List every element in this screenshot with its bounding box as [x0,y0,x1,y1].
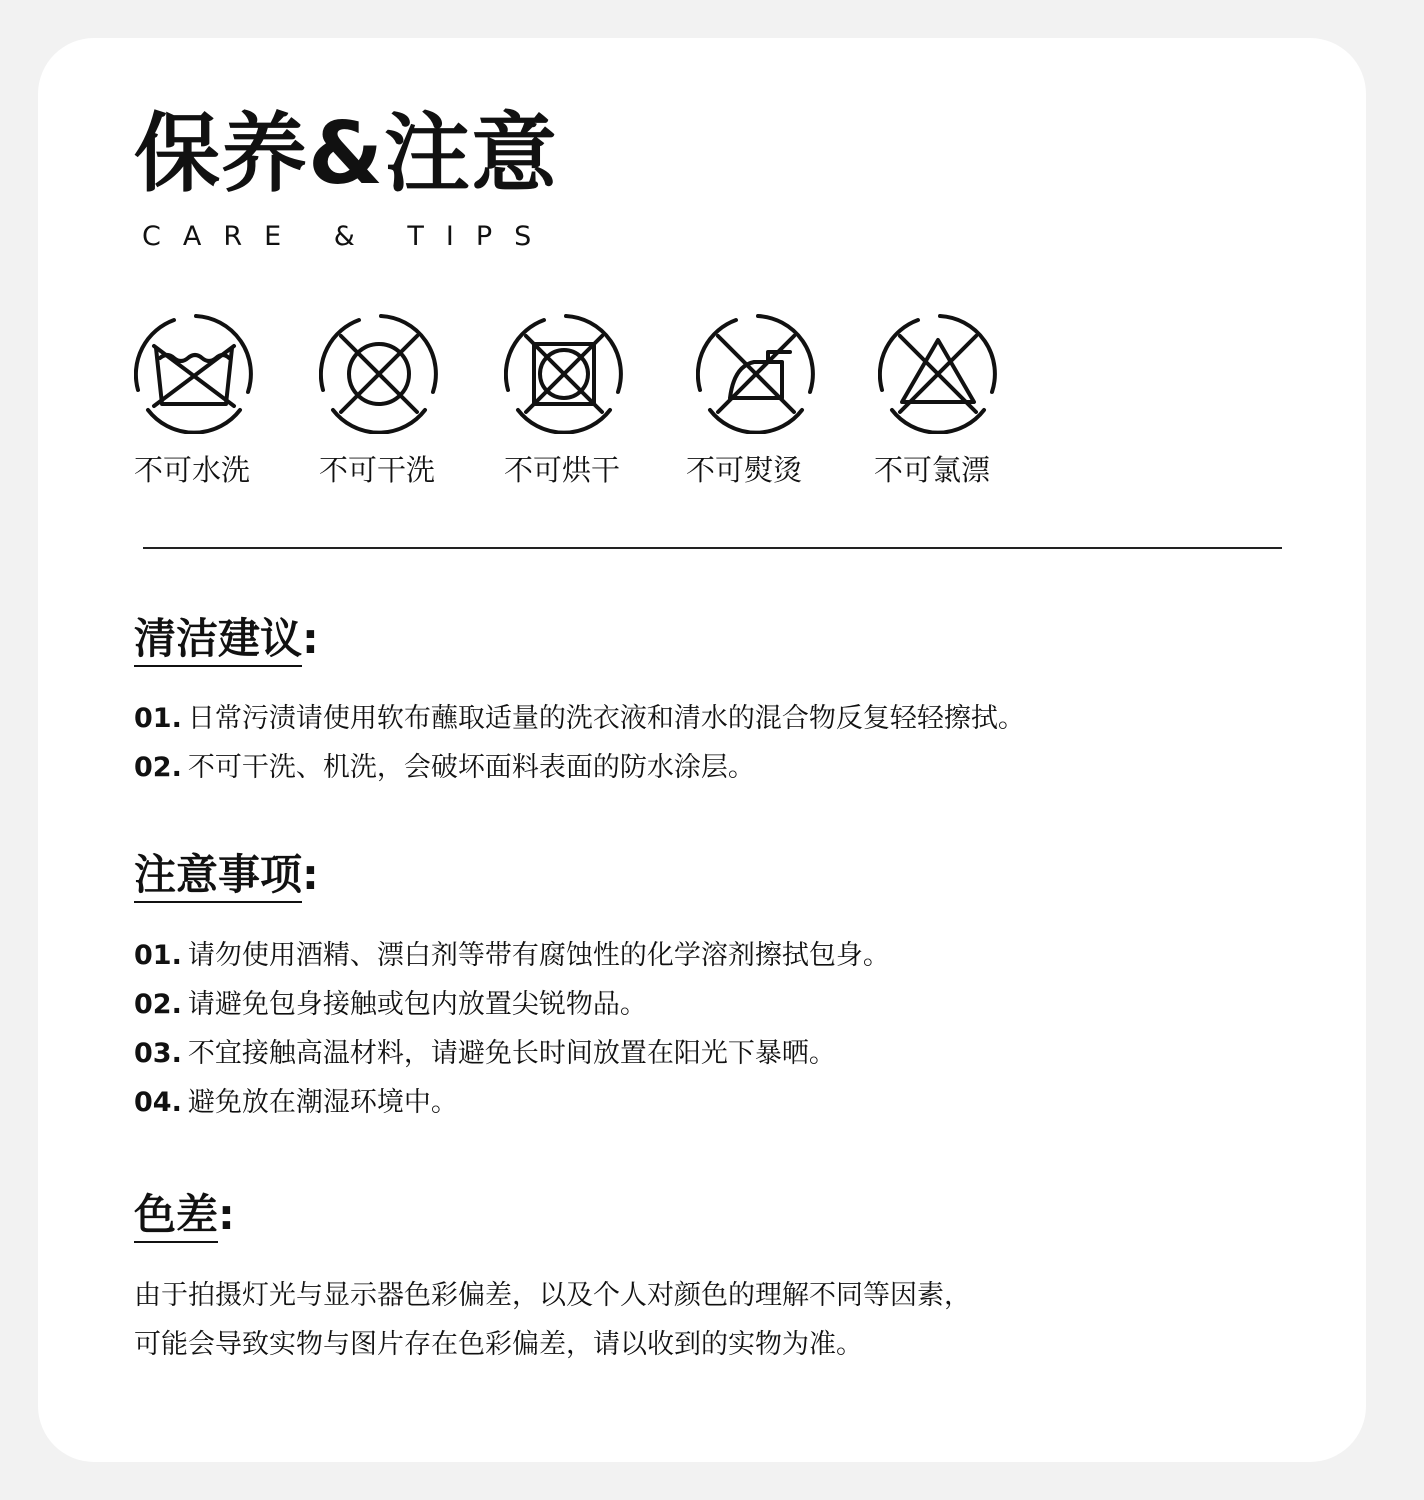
page-title: 保养&注意 [134,104,558,204]
page-subtitle: CARE & TIPS [142,221,554,252]
list-item [134,743,1025,792]
item-text: 请勿使用酒精、漂白剂等带有腐蚀性的化学溶剂擦拭包身。 [187,940,890,971]
color-diff-line: 可能会导致实物与图片存在色彩偏差，请以收到的实物为准。 [134,1329,863,1360]
cleaning-heading [134,612,319,666]
label-no-bleach: 不可氯漂 [874,453,991,487]
label-no-iron: 不可熨烫 [686,453,803,487]
item-text: 不可干洗、机洗，会破坏面料表面的防水涂层。 [187,752,755,783]
no-bleach-icon [878,314,998,434]
item-number: 02. [134,989,182,1020]
notes-list [134,931,890,1127]
list-item [134,1078,890,1127]
label-no-wash: 不可水洗 [134,453,251,487]
item-number: 03. [134,1038,182,1069]
color-diff-line: 由于拍摄灯光与显示器色彩偏差，以及个人对颜色的理解不同等因素， [134,1280,971,1311]
item-number: 02. [134,752,182,783]
color-diff-heading-text: 色差 [134,1190,218,1243]
no-tumble-dry-icon [504,314,624,434]
list-item [134,931,890,980]
list-item [134,694,1025,743]
item-number: 01. [134,940,182,971]
item-number: 04. [134,1087,182,1118]
item-text: 日常污渍请使用软布蘸取适量的洗衣液和清水的混合物反复轻轻擦拭。 [187,703,1025,734]
no-wash-icon [134,314,254,434]
notes-heading-colon: : [302,850,319,899]
section-divider [143,547,1282,549]
color-diff-paragraph [134,1271,971,1369]
list-item [134,1029,890,1078]
item-number: 01. [134,703,182,734]
cleaning-heading-text: 清洁建议 [134,614,302,667]
no-dry-clean-icon [319,314,439,434]
cleaning-list [134,694,1025,792]
notes-heading [134,848,319,902]
label-no-dry-clean: 不可干洗 [319,453,436,487]
notes-heading-text: 注意事项 [134,850,302,903]
color-diff-heading-colon: : [218,1190,235,1239]
item-text: 不宜接触高温材料，请避免长时间放置在阳光下暴晒。 [187,1038,836,1069]
color-diff-heading [134,1188,235,1242]
cleaning-heading-colon: : [302,614,319,663]
item-text: 请避免包身接触或包内放置尖锐物品。 [187,989,647,1020]
label-no-tumble-dry: 不可烘干 [504,453,621,487]
no-iron-icon [696,314,816,434]
list-item [134,980,890,1029]
care-icons-row [0,0,1424,500]
item-text: 避免放在潮湿环境中。 [187,1087,458,1118]
